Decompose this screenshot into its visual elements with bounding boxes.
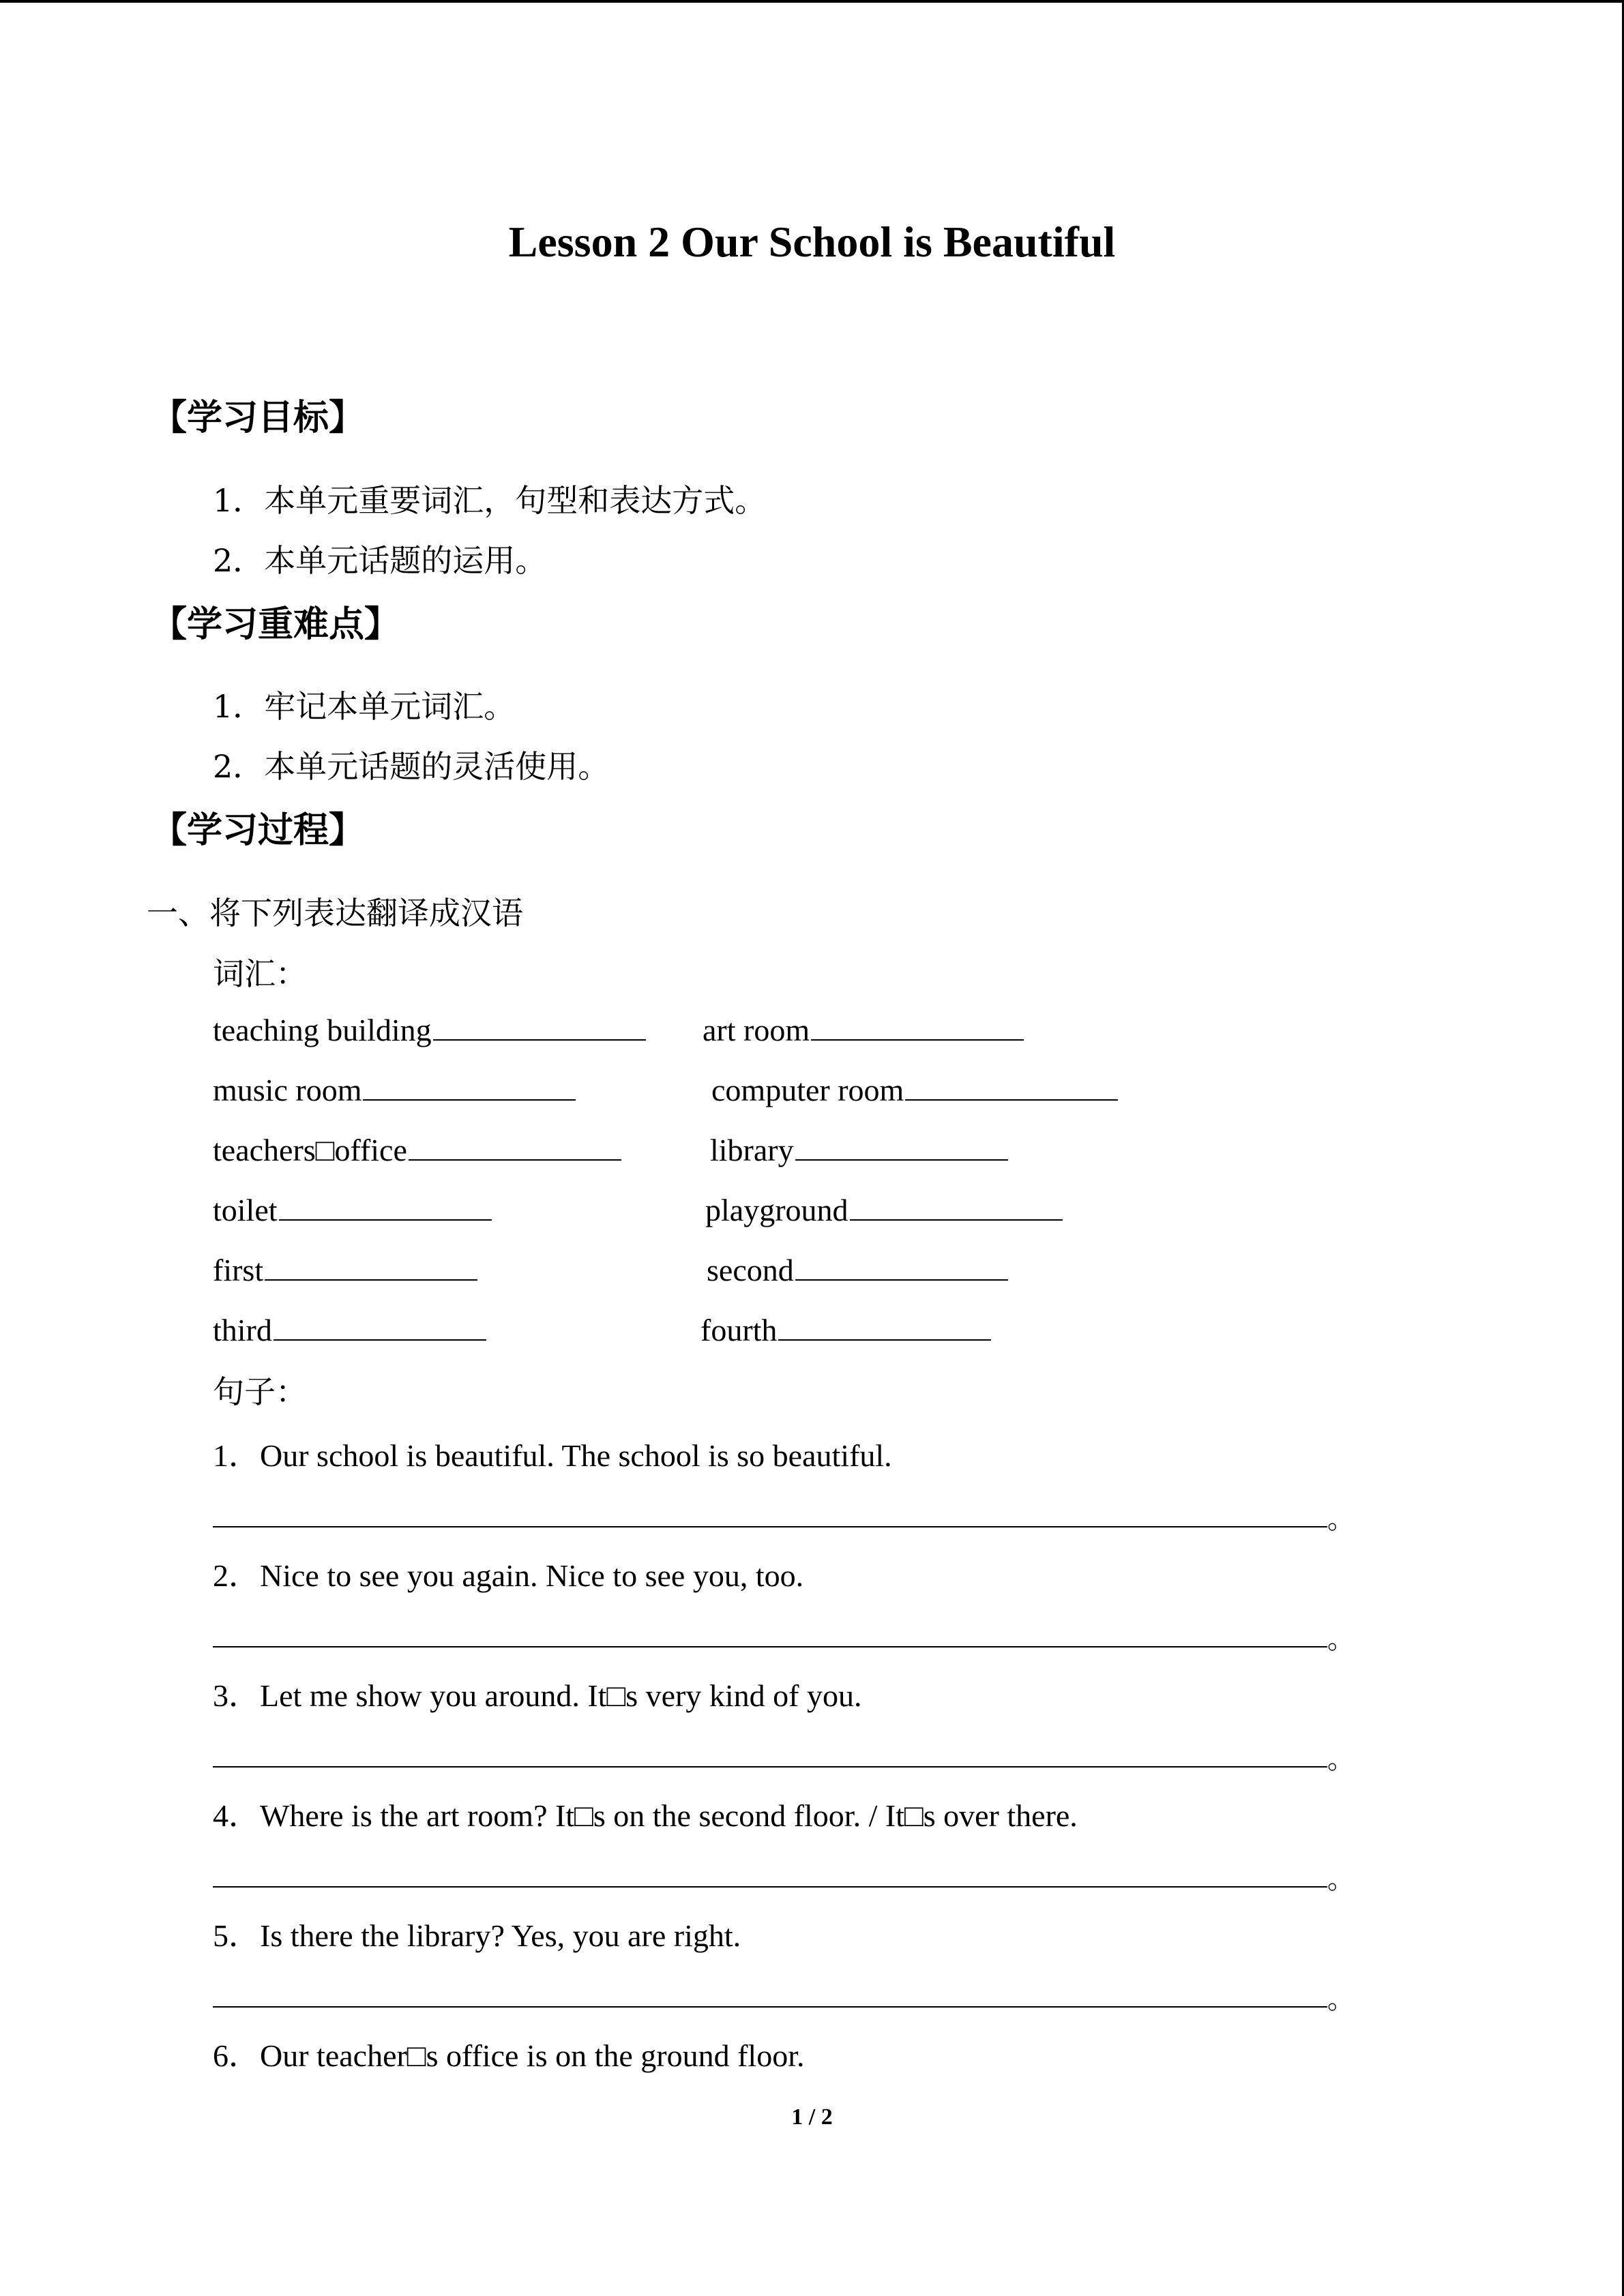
section-heading-key-points: 【学习重难点】 — [151, 604, 400, 645]
answer-blank[interactable] — [274, 1315, 486, 1341]
section-heading-process: 【学习过程】 — [151, 810, 365, 851]
answer-blank[interactable] — [279, 1195, 492, 1221]
period-mark: 。 — [1327, 1624, 1355, 1655]
vocab-item: teachers□office — [213, 1132, 621, 1168]
sentence-item: 4．Where is the art room? It□s on the second floor. / It□s over there. — [213, 1798, 1078, 1833]
answer-line[interactable] — [213, 2006, 1327, 2008]
vocab-item: computer room — [711, 1072, 1118, 1108]
sentence-item: 1．Our school is beautiful. The school is so beautiful. — [213, 1438, 892, 1473]
answer-blank[interactable] — [795, 1135, 1008, 1161]
vocab-item: fourth — [700, 1312, 991, 1348]
answer-blank[interactable] — [905, 1075, 1118, 1101]
vocab-item: playground — [705, 1192, 1063, 1228]
answer-line[interactable] — [213, 1646, 1327, 1648]
exercise-title: 一、将下列表达翻译成汉语 — [147, 895, 523, 931]
sentence-item: 2．Nice to see you again. Nice to see you, too. — [213, 1558, 804, 1593]
vocab-item: teaching building — [213, 1012, 646, 1048]
key-point-item: 2．本单元话题的灵活使用。 — [213, 748, 610, 785]
vocab-item: library — [710, 1132, 1008, 1168]
page-top-border — [0, 0, 1624, 3]
vocab-item: first — [213, 1252, 477, 1288]
vocab-item: toilet — [213, 1192, 492, 1228]
objective-item: 2．本单元话题的运用。 — [213, 542, 547, 579]
sentence-item: 3．Let me show you around. It□s very kind of you. — [213, 1678, 862, 1713]
sentence-item: 5．Is there the library? Yes, you are right. — [213, 1918, 741, 1953]
answer-line[interactable] — [213, 1886, 1327, 1888]
key-point-item: 1．牢记本单元词汇。 — [213, 688, 516, 725]
sentence-item: 6．Our teacher□s office is on the ground floor. — [213, 2038, 805, 2073]
vocab-item: second — [707, 1252, 1008, 1288]
objective-item: 1．本单元重要词汇，句型和表达方式。 — [213, 482, 767, 519]
section-heading-objectives: 【学习目标】 — [151, 398, 365, 438]
period-mark: 。 — [1327, 1984, 1355, 2015]
vocab-item: art room — [703, 1012, 1024, 1048]
answer-line[interactable] — [213, 1766, 1327, 1768]
page-title: Lesson 2 Our School is Beautiful — [508, 218, 1116, 266]
answer-blank[interactable] — [363, 1075, 576, 1101]
answer-blank[interactable] — [433, 1015, 646, 1041]
period-mark: 。 — [1327, 1504, 1355, 1535]
answer-blank[interactable] — [778, 1315, 991, 1341]
answer-blank[interactable] — [795, 1255, 1008, 1281]
vocab-item: third — [213, 1312, 486, 1348]
answer-blank[interactable] — [850, 1195, 1063, 1221]
vocab-label: 词汇： — [213, 955, 307, 992]
sentences-label: 句子： — [213, 1373, 307, 1410]
answer-blank[interactable] — [265, 1255, 477, 1281]
vocab-item: music room — [213, 1072, 576, 1108]
answer-blank[interactable] — [811, 1015, 1024, 1041]
answer-line[interactable] — [213, 1526, 1327, 1527]
period-mark: 。 — [1327, 1744, 1355, 1775]
page-number: 1 / 2 — [791, 2104, 833, 2130]
answer-blank[interactable] — [409, 1135, 621, 1161]
period-mark: 。 — [1327, 1864, 1355, 1895]
